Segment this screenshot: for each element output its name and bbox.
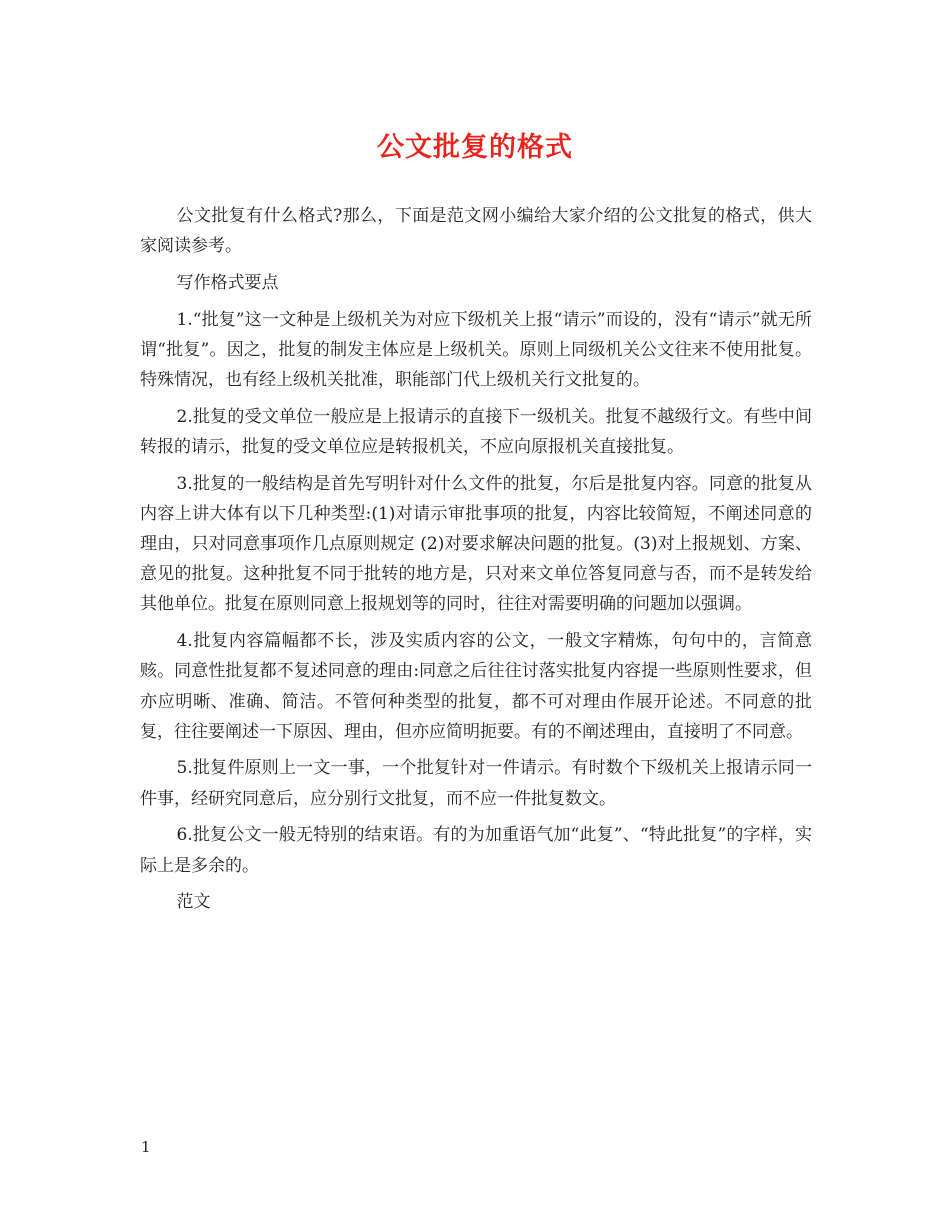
paragraph-point-5: 5.批复件原则上一文一事，一个批复针对一件请示。有时数个下级机关上报请示同一件事，经研究同意后，应分别行文批复，而不应一件批复数文。	[140, 758, 812, 809]
paragraph-intro: 公文批复有什么格式?那么，下面是范文网小编给大家介绍的公文批复的格式，供大家阅读参考。	[140, 206, 812, 257]
paragraph-point-6: 6.批复公文一般无特别的结束语。有的为加重语气加“此复”、“特此批复”的字样，实际上是多余的。	[140, 825, 812, 876]
example-heading: 范文	[176, 892, 211, 913]
document-title: 公文批复的格式	[377, 132, 573, 163]
paragraph-point-3: 3.批复的一般结构是首先写明针对什么文件的批复，尔后是批复内容。同意的批复从内容上讲大体有以下几种类型:(1)对请示审批事项的批复，内容比较简短，不阐述同意的理由，只对同意事项作几点原则规定 (2)对要求解决问题的批复。(3)对上报规划、方案、意见的批复。这种批复不同于批转的地方是，只对来文单位答复同意与否，而不是转发给其他单位。批复在原则同意上报规划等的同时，往往对需要明确的问题加以强调。	[140, 473, 812, 615]
document-body	[140, 201, 812, 924]
paragraph-point-1: 1.“批复”这一文种是上级机关为对应下级机关上报“请示”而设的，没有“请示”就无所谓“批复”。因之，批复的制发主体应是上级机关。原则上同级机关公文往来不使用批复。特殊情况，也有经上级机关批准，职能部门代上级机关行文批复的。	[140, 309, 812, 391]
paragraph-point-4: 4.批复内容篇幅都不长，涉及实质内容的公文，一般文字精炼，句句中的，言简意赅。同意性批复都不复述同意的理由:同意之后往往讨落实批复内容提一些原则性要求，但亦应明晰、准确、简洁。不管何种类型的批复，都不可对理由作展开论述。不同意的批复，往往要阐述一下原因、理由，但亦应简明扼要。有的不阐述理由，直接明了不同意。	[140, 631, 812, 742]
paragraph-point-2: 2.批复的受文单位一般应是上报请示的直接下一级机关。批复不越级行文。有些中间转报的请示，批复的受文单位应是转报机关，不应向原报机关直接批复。	[140, 406, 812, 457]
page-number: 1	[141, 1138, 151, 1156]
section-heading: 写作格式要点	[176, 272, 279, 293]
